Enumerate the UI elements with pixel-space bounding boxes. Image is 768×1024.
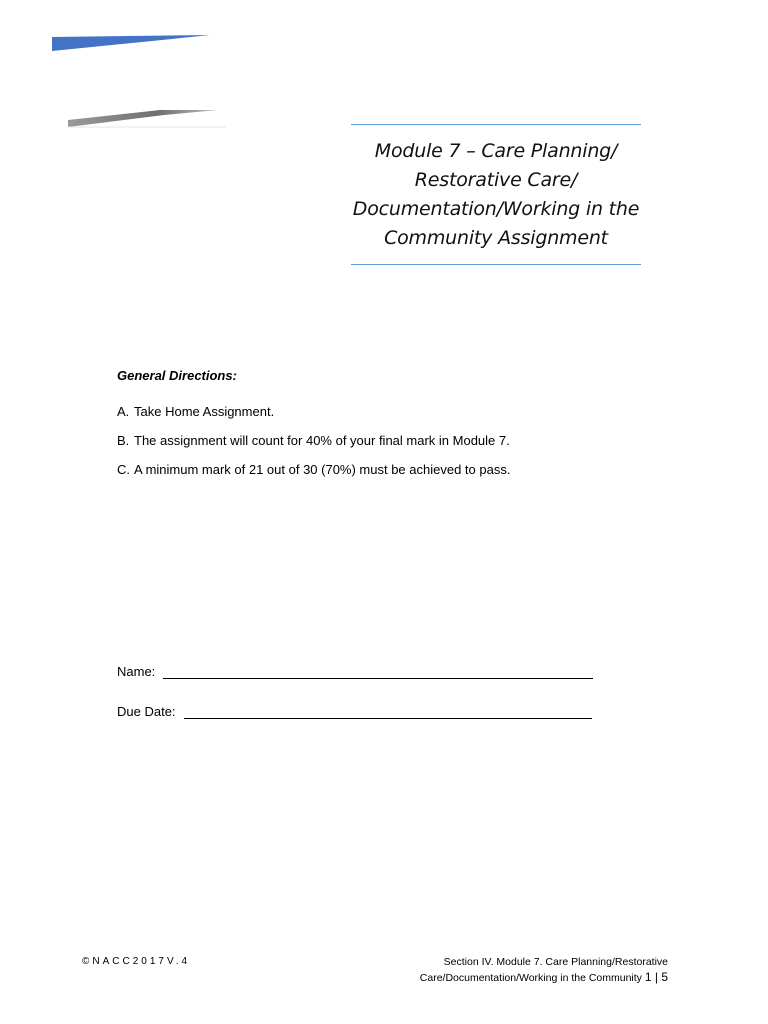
list-item-text: Take Home Assignment. — [134, 404, 275, 419]
name-field[interactable] — [117, 664, 593, 679]
due-date-field[interactable] — [117, 704, 592, 719]
due-date-label: Due Date: — [117, 704, 176, 719]
footer-section-info — [352, 955, 668, 986]
list-marker: A. — [117, 404, 130, 419]
blue-swoosh-decoration — [52, 34, 212, 52]
footer-section-line: Section IV. Module 7. Care Planning/Restorative — [443, 956, 668, 968]
general-directions — [117, 368, 657, 490]
title-line: Documentation/Working in the — [352, 198, 640, 220]
gray-swoosh-decoration — [68, 108, 228, 130]
list-item — [117, 461, 657, 478]
footer-section-text: Care/Documentation/Working in the Community — [419, 972, 642, 984]
document-title — [351, 125, 641, 264]
page-number: 1 | 5 — [644, 970, 668, 984]
directions-list — [117, 403, 657, 478]
directions-heading: General Directions: — [117, 368, 237, 383]
name-blank-line[interactable] — [163, 664, 593, 679]
list-item — [117, 403, 657, 420]
title-block — [351, 124, 641, 265]
title-bottom-rule — [351, 264, 641, 265]
list-item-text: The assignment will count for 40% of your final mark in Module 7. — [134, 433, 510, 448]
list-item — [117, 432, 657, 449]
footer-copyright: ©NACC2017V.4 — [82, 956, 191, 967]
name-label: Name: — [117, 664, 156, 679]
due-date-blank-line[interactable] — [184, 704, 592, 719]
list-item-text: A minimum mark of 21 out of 30 (70%) must be achieved to pass. — [134, 462, 511, 477]
list-marker: C. — [117, 462, 130, 477]
title-line: Module 7 – Care Planning/ — [374, 140, 618, 162]
title-line: Restorative Care/ — [414, 169, 578, 191]
list-marker: B. — [117, 433, 130, 448]
title-line: Community Assignment — [384, 227, 608, 249]
footer-section-line-2 — [352, 970, 668, 986]
